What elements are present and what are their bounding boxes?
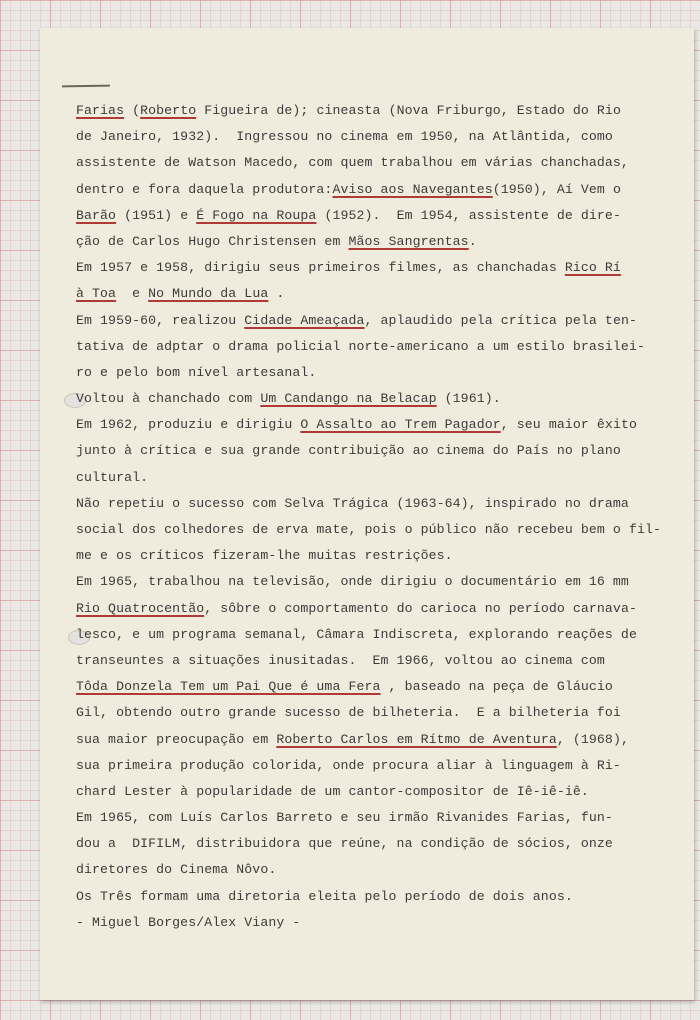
underlined-title: Tôda Donzela Tem um Pai Que é uma Fera [76,679,381,695]
text-segment: (1951) e [116,207,197,223]
underlined-title: à Toa [76,286,117,302]
text-line [76,334,666,360]
text-segment: Em 1962, produziu e dirigiu [76,417,301,433]
text-segment: , (1968), [556,731,629,747]
underlined-title: É Fogo na Roupa [196,207,317,223]
underlined-title: Um Candango na Belacap [260,391,437,407]
text-segment: assistente de Watson Macedo, com quem trabalhou em várias chanchadas, [76,155,629,171]
text-line [76,753,666,779]
text-segment: transeuntes a situações inusitadas. Em 1966, voltou ao cinema com [76,652,605,668]
text-line [76,360,666,386]
text-line [76,831,666,857]
text-line [76,700,666,726]
text-segment: , seu maior êxito [500,417,637,433]
text-line [76,203,666,229]
text-segment: , baseado na peça de Gláucio [380,679,613,695]
text-segment: lesco, e um programa semanal, Câmara Indiscreta, explorando reações de [76,626,637,642]
text-segment: dou a DIFILM, distribuidora que reúne, na condição de sócios, onze [76,836,613,852]
text-segment: - Miguel Borges/Alex Viany - [76,914,301,930]
text-line [76,805,666,831]
text-line [76,412,666,438]
text-segment: social dos colhedores de erva mate, pois o público não recebeu bem o fil- [76,522,662,537]
text-segment: (1961). [436,391,501,407]
text-segment: tativa de adptar o drama policial norte-americano a um estilo brasilei- [76,338,645,354]
text-segment: (1950), Aí Vem o [492,181,621,197]
underlined-title: Roberto Carlos em Rítmo de Aventura [276,731,557,747]
text-segment: ção de Carlos Hugo Christensen em [76,233,349,249]
text-line [76,308,666,334]
underlined-title: Aviso aos Navegantes [332,181,493,197]
text-line [76,727,666,753]
text-line [76,596,666,622]
text-segment: Em 1965, com Luís Carlos Barreto e seu irmão Rivanides Farias, fun- [76,810,613,826]
text-line [76,124,666,150]
text-line [76,674,666,700]
text-segment: Não repetiu o sucesso com Selva Trágica (1963-64), inspirado no drama [76,495,629,511]
text-segment: Voltou à chanchado com [76,391,261,407]
underlined-title: Rico Rí [564,260,621,276]
text-segment: Figueira de); cineasta (Nova Friburgo, Estado do Rio [196,103,621,118]
text-line [76,491,666,517]
text-line [76,910,666,936]
underlined-title: O Assalto ao Trem Pagador [300,417,501,433]
text-segment: , aplaudido pela crítica pela ten- [364,312,637,328]
text-line [76,465,666,491]
text-segment: junto à crítica e sua grande contribuição ao cinema do País no plano [76,443,621,459]
text-segment: Os Três formam uma diretoria eleita pelo período de dois anos. [76,888,573,904]
text-segment: chard Lester à popularidade de um cantor-compositor de Iê-iê-iê. [76,783,589,799]
text-segment: dentro e fora daquela produtora: [76,181,333,197]
text-segment: ro e pelo bom nível artesanal. [76,364,317,380]
text-segment: . [468,233,477,249]
text-segment: sua maior preocupação em [76,731,277,747]
text-line [76,779,666,805]
text-line [76,517,666,543]
text-segment: , sôbre o comportamento do carioca no período carnava- [204,600,637,616]
text-segment: Gil, obtendo outro grande sucesso de bilheteria. E a bilheteria foi [76,705,621,721]
text-segment: Em 1957 e 1958, dirigiu seus primeiros filmes, as chanchadas [76,260,565,276]
text-line [76,281,666,307]
underlined-title: No Mundo da Lua [148,286,269,302]
text-segment: ( [124,103,141,118]
text-line [76,648,666,674]
text-line [76,543,666,569]
text-segment: sua primeira produção colorida, onde procura aliar à linguagem à Ri- [76,757,621,773]
text-segment: me e os críticos fizeram-lhe muitas restrições. [76,548,453,564]
text-line [76,438,666,464]
text-segment: diretores do Cinema Nôvo. [76,862,277,878]
typed-text-body [76,98,666,936]
text-segment: cultural. [76,469,149,485]
text-segment: Em 1959-60, realizou [76,312,245,328]
text-line [76,98,666,124]
text-segment: e [116,286,149,302]
text-line [76,857,666,883]
text-segment: . [268,286,285,302]
text-line [76,569,666,595]
underlined-title: Cidade Ameaçada [244,312,365,328]
text-line [76,255,666,281]
underlined-title: Roberto [140,103,197,118]
text-line [76,150,666,176]
text-segment: Em 1965, trabalhou na televisão, onde dirigiu o documentário em 16 mm [76,574,629,590]
text-segment: de Janeiro, 1932). Ingressou no cinema em 1950, na Atlântida, como [76,129,613,145]
text-line [76,386,666,412]
underlined-title: Mãos Sangrentas [348,233,469,249]
text-line [76,884,666,910]
text-line [76,622,666,648]
underlined-title: Barão [76,207,117,223]
text-line [76,177,666,203]
text-line [76,229,666,255]
text-segment: (1952). Em 1954, assistente de dire- [316,207,621,223]
underlined-title: Farias [76,103,125,118]
underlined-title: Rio Quatrocentão [76,600,205,616]
